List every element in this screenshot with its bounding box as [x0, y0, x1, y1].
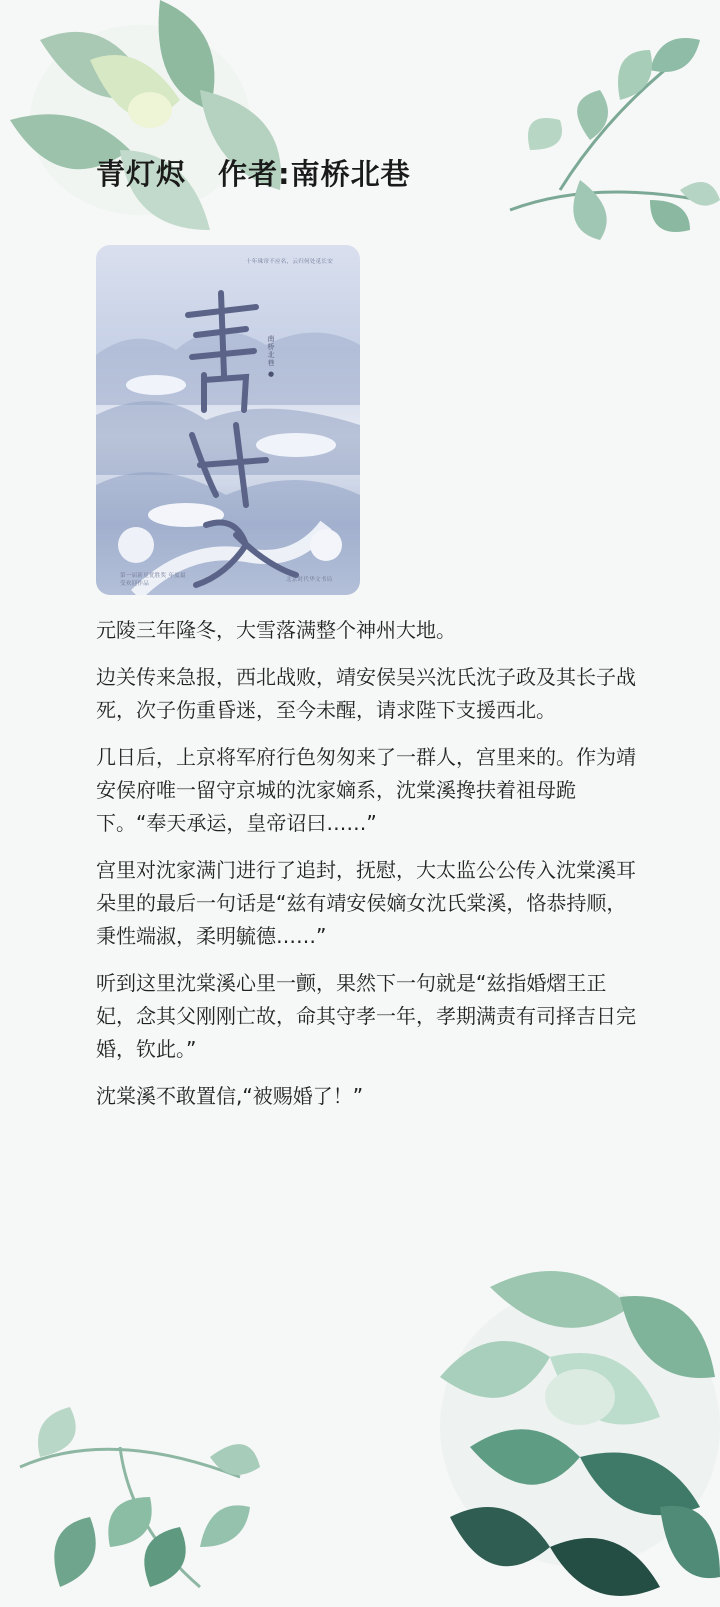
paragraph: 边关传来急报，西北战败，靖安侯吴兴沈氏沈子政及其长子战死，次子伤重昏迷，至今未醒，请求陛下支援西北。 [96, 665, 636, 722]
paragraph: 几日后，上京将军府行色匆匆来了一群人，宫里来的。作为靖安侯府唯一留守京城的沈家嫡系，沈棠溪搀扶着祖母跪下。“奉天承运，皇帝诏曰……” [96, 745, 636, 835]
cover-author-vertical: 南桥北巷 ● [267, 335, 275, 380]
paragraph: 沈棠溪不敢置信,“被赐婚了！” [96, 1084, 364, 1108]
bottom-right-succulent-decoration [430, 1247, 720, 1607]
book-cover-image [96, 245, 360, 595]
paragraph: 听到这里沈棠溪心里一颤，果然下一句就是“兹指婚熠王正妃，念其父刚刚亡故，命其守孝一年，孝期满责有司择吉日完婚，钦此。” [96, 971, 636, 1061]
story-excerpt [96, 614, 644, 1127]
cover-calligraphy-title [96, 245, 360, 595]
title-line [96, 152, 411, 193]
paragraph: 元陵三年隆冬，大雪落满整个神州大地。 [96, 618, 456, 642]
cover-publisher-mark: 北京时代华文书局 [286, 577, 333, 583]
author-line: 作者:南桥北巷 [218, 157, 411, 191]
book-title: 青灯烬 [96, 157, 187, 191]
paragraph: 宫里对沈家满门进行了追封，抚慰，大太监公公传入沈棠溪耳朵里的最后一句话是“兹有靖安侯嫡女沈氏棠溪，恪恭持顺，秉性端淑，柔明毓德……” [96, 858, 636, 948]
top-right-leaf-branch-decoration [500, 30, 720, 260]
cover-bottom-tagline: 第一届新星优胜奖 年度最受欢迎作品 [120, 573, 186, 587]
bottom-left-leaf-branch-decoration [0, 1347, 260, 1607]
top-left-succulent-decoration [0, 0, 290, 260]
cover-top-tagline: 十年珠帘不应名，云归何处觅长安 [246, 259, 334, 265]
